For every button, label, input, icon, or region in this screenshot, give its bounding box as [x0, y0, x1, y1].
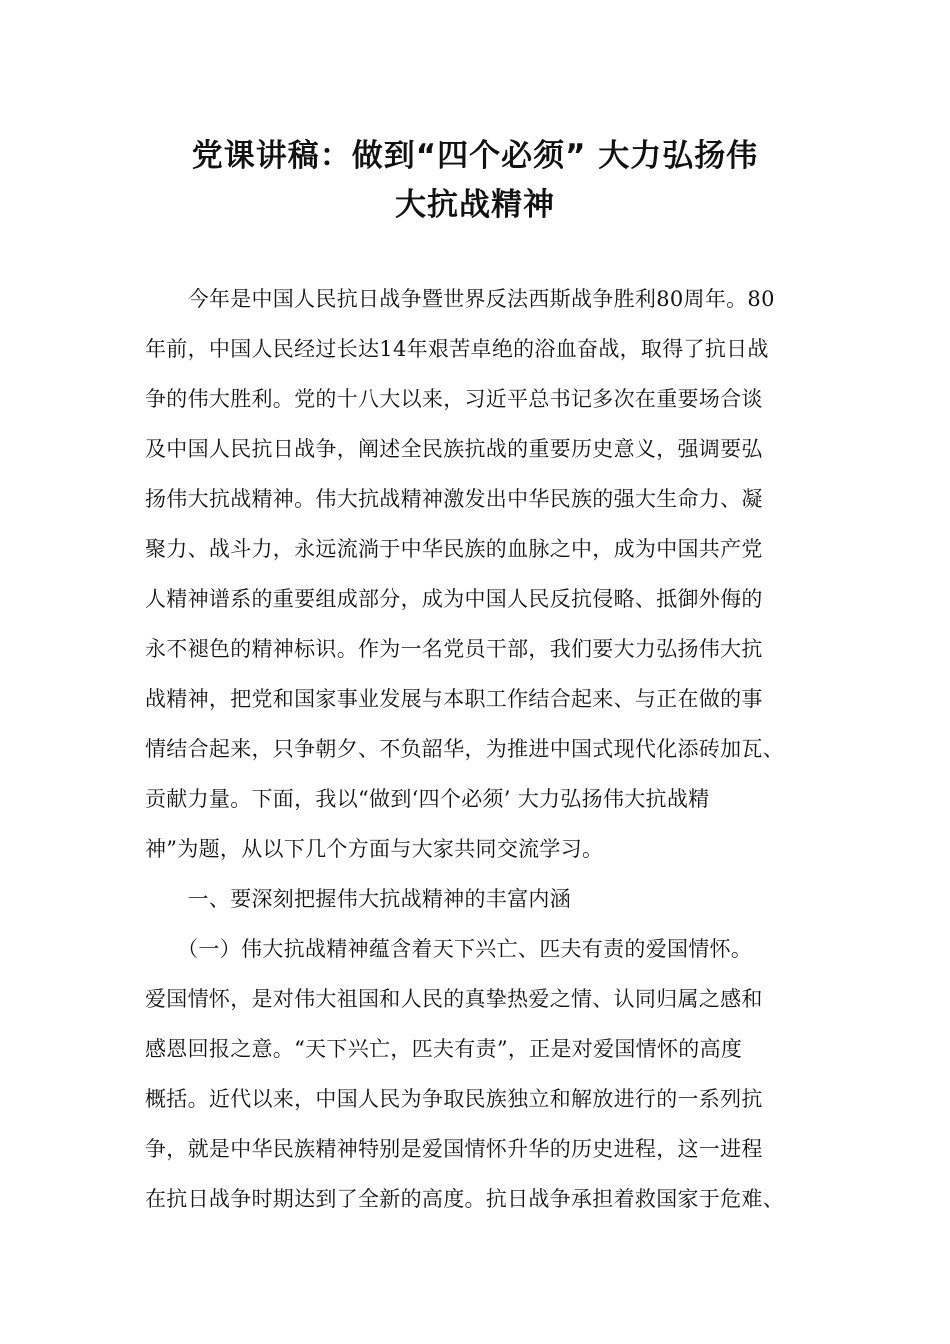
paragraph-line: 爱国情怀，是对伟大祖国和人民的真挚热爱之情、认同归属之感和 — [145, 987, 763, 1011]
paragraph-line: 在抗日战争时期达到了全新的高度。抗日战争承担着救国家于危难、 — [145, 1187, 784, 1211]
paragraph-line: 及中国人民抗日战争，阐述全民族抗战的重要历史意义，强调要弘 — [145, 437, 763, 461]
paragraph-line: 贡献力量。下面，我以“做到‘四个必须’ 大力弘扬伟大抗战精 — [145, 787, 710, 811]
section-heading: 一、要深刻把握伟大抗战精神的丰富内涵 — [145, 887, 571, 911]
subsection-heading: （一）伟大抗战精神蕴含着天下兴亡、匹夫有责的爱国情怀。 — [145, 937, 753, 961]
paragraph-line: 战精神，把党和国家事业发展与本职工作结合起来、与正在做的事 — [145, 687, 763, 711]
paragraph-line: 聚力、战斗力，永远流淌于中华民族的血脉之中，成为中国共产党 — [145, 537, 763, 561]
document-title-line-2: 大抗战精神 — [395, 187, 555, 223]
paragraph-line: 人精神谱系的重要组成部分，成为中国人民反抗侵略、抵御外侮的 — [145, 587, 763, 611]
paragraph-line: 情结合起来，只争朝夕、不负韶华，为推进中国式现代化添砖加瓦、 — [145, 737, 784, 761]
paragraph-line: 感恩回报之意。“天下兴亡，匹夫有责”，正是对爱国情怀的高度 — [145, 1037, 743, 1061]
paragraph-line: 争的伟大胜利。党的十八大以来，习近平总书记多次在重要场合谈 — [145, 387, 763, 411]
paragraph-line: 概括。近代以来，中国人民为争取民族独立和解放进行的一系列抗 — [145, 1087, 763, 1111]
paragraph-line: 年前，中国人民经过长达14年艰苦卓绝的浴血奋战，取得了抗日战 — [145, 337, 769, 361]
paragraph-line: 今年是中国人民抗日战争暨世界反法西斯战争胜利80周年。80 — [145, 287, 775, 311]
paragraph-line: 神”为题，从以下几个方面与大家共同交流学习。 — [145, 837, 604, 861]
document-title-line-1: 党课讲稿：做到“四个必须” 大力弘扬伟 — [191, 138, 759, 174]
paragraph-line: 扬伟大抗战精神。伟大抗战精神激发出中华民族的强大生命力、凝 — [145, 487, 763, 511]
paragraph-line: 争，就是中华民族精神特别是爱国情怀升华的历史进程，这一进程 — [145, 1137, 763, 1161]
paragraph-line: 永不褪色的精神标识。作为一名党员干部，我们要大力弘扬伟大抗 — [145, 637, 763, 661]
